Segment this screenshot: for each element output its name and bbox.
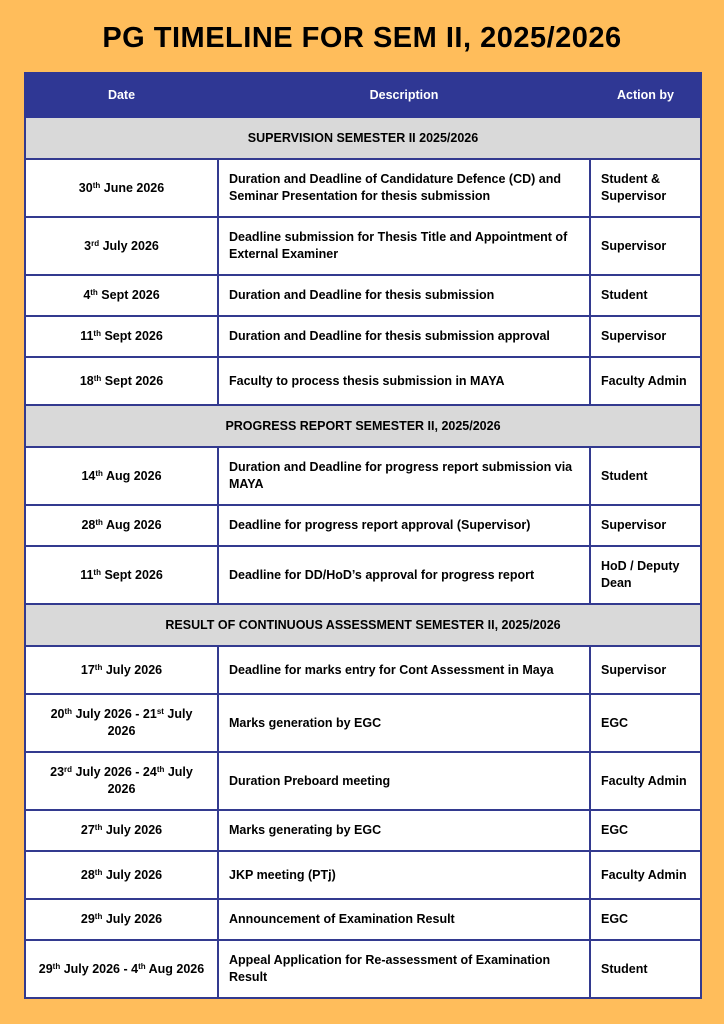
- description-cell: Duration and Deadline for thesis submission: [218, 275, 590, 316]
- action-cell: Supervisor: [590, 217, 701, 275]
- date-text: Sept 2026: [97, 288, 160, 302]
- date-text: 29: [38, 961, 53, 976]
- date-ordinal-suffix: th: [64, 707, 73, 716]
- section-row: [25, 604, 701, 646]
- date-ordinal-suffix: th: [93, 373, 102, 383]
- date-ordinal-suffix: th: [94, 823, 103, 832]
- table-row: [25, 899, 701, 940]
- date-text: July 2026: [99, 238, 159, 253]
- date-text: 27: [80, 823, 95, 837]
- description-cell: Deadline submission for Thesis Title and Appointment of External Examiner: [218, 217, 590, 275]
- page-title: PG TIMELINE FOR SEM II, 2025/2026: [102, 22, 622, 54]
- timeline-table: [24, 72, 702, 999]
- action-cell: Supervisor: [590, 646, 701, 694]
- date-text: 17: [80, 662, 95, 677]
- date-cell: [25, 447, 218, 505]
- table-row: [25, 217, 701, 275]
- action-cell: Student & Supervisor: [590, 159, 701, 217]
- action-cell: EGC: [590, 694, 701, 752]
- table-row: [25, 940, 701, 998]
- action-cell: Student: [590, 447, 701, 505]
- date-ordinal-suffix: rd: [64, 765, 73, 774]
- description-cell: Duration and Deadline for thesis submission approval: [218, 316, 590, 357]
- action-cell: Supervisor: [590, 316, 701, 357]
- table-row: [25, 646, 701, 694]
- description-cell: Faculty to process thesis submission in MAYA: [218, 357, 590, 405]
- section-row: [25, 117, 701, 159]
- table-row: [25, 694, 701, 752]
- table-row: [25, 357, 701, 405]
- description-cell: Duration Preboard meeting: [218, 752, 590, 810]
- date-text: 14: [81, 468, 96, 483]
- description-cell: JKP meeting (PTj): [218, 851, 590, 899]
- description-cell: Marks generation by EGC: [218, 694, 590, 752]
- date-ordinal-suffix: th: [94, 867, 103, 877]
- date-text: 18: [79, 373, 94, 388]
- date-text: Aug 2026: [102, 518, 162, 532]
- action-cell: Supervisor: [590, 505, 701, 546]
- date-text: 20: [50, 707, 65, 721]
- date-ordinal-suffix: th: [52, 961, 61, 971]
- description-cell: Deadline for progress report approval (Supervisor): [218, 505, 590, 546]
- table-row: [25, 159, 701, 217]
- date-text: July 2026: [102, 912, 163, 926]
- date-text: 23: [50, 765, 65, 779]
- action-cell: EGC: [590, 899, 701, 940]
- table-row: [25, 752, 701, 810]
- date-text: 3: [84, 238, 92, 253]
- date-text: Aug 2026: [145, 961, 205, 976]
- date-text: 28: [80, 867, 95, 882]
- date-cell: [25, 646, 218, 694]
- date-ordinal-suffix: th: [94, 912, 103, 921]
- date-ordinal-suffix: th: [92, 180, 101, 190]
- date-text: Sept 2026: [100, 567, 163, 582]
- date-text: 4: [83, 288, 91, 302]
- header-description: Description: [218, 73, 590, 117]
- date-cell: [25, 940, 218, 998]
- date-text: July 2026 - 21: [72, 707, 157, 721]
- date-ordinal-suffix: th: [138, 961, 146, 971]
- section-title: RESULT OF CONTINUOUS ASSESSMENT SEMESTER II, 2025/2026: [25, 604, 701, 646]
- table-body: [25, 117, 701, 998]
- date-cell: [25, 316, 218, 357]
- date-text: 28: [81, 518, 96, 532]
- table-row: [25, 316, 701, 357]
- date-cell: [25, 546, 218, 604]
- action-cell: Faculty Admin: [590, 752, 701, 810]
- date-ordinal-suffix: th: [94, 662, 103, 672]
- date-text: June 2026: [100, 180, 165, 195]
- description-cell: Deadline for marks entry for Cont Assessment in Maya: [218, 646, 590, 694]
- date-cell: [25, 899, 218, 940]
- date-text: July 2026: [107, 765, 193, 796]
- table-header-row: [25, 73, 701, 117]
- date-ordinal-suffix: th: [90, 288, 98, 297]
- date-ordinal-suffix: st: [156, 707, 164, 716]
- header-action: Action by: [590, 73, 701, 117]
- description-cell: Marks generating by EGC: [218, 810, 590, 851]
- date-text: July 2026 - 4: [60, 961, 139, 976]
- date-text: July 2026: [102, 823, 163, 837]
- date-ordinal-suffix: th: [93, 567, 101, 577]
- table-row: [25, 810, 701, 851]
- date-ordinal-suffix: th: [95, 468, 103, 478]
- date-text: Sept 2026: [100, 329, 163, 343]
- action-cell: Student: [590, 940, 701, 998]
- section-title: PROGRESS REPORT SEMESTER II, 2025/2026: [25, 405, 701, 447]
- description-cell: Duration and Deadline of Candidature Defence (CD) and Seminar Presentation for thesis submission: [218, 159, 590, 217]
- date-text: July 2026: [102, 867, 163, 882]
- date-cell: [25, 505, 218, 546]
- description-cell: Duration and Deadline for progress report submission via MAYA: [218, 447, 590, 505]
- table-row: [25, 546, 701, 604]
- section-title: SUPERVISION SEMESTER II 2025/2026: [25, 117, 701, 159]
- date-cell: [25, 357, 218, 405]
- date-text: July 2026: [102, 662, 163, 677]
- table-row: [25, 447, 701, 505]
- description-cell: Appeal Application for Re-assessment of Examination Result: [218, 940, 590, 998]
- action-cell: Student: [590, 275, 701, 316]
- action-cell: EGC: [590, 810, 701, 851]
- date-cell: [25, 810, 218, 851]
- date-cell: [25, 275, 218, 316]
- date-text: July 2026 - 24: [72, 765, 157, 779]
- date-text: 29: [80, 912, 95, 926]
- date-ordinal-suffix: th: [93, 329, 101, 338]
- action-cell: Faculty Admin: [590, 357, 701, 405]
- date-text: 11: [80, 329, 94, 343]
- description-cell: Announcement of Examination Result: [218, 899, 590, 940]
- section-row: [25, 405, 701, 447]
- action-cell: HoD / Deputy Dean: [590, 546, 701, 604]
- date-cell: [25, 217, 218, 275]
- date-ordinal-suffix: th: [156, 765, 165, 774]
- table-row: [25, 275, 701, 316]
- date-text: Sept 2026: [101, 373, 164, 388]
- date-ordinal-suffix: rd: [91, 238, 100, 248]
- date-ordinal-suffix: th: [95, 518, 103, 527]
- date-text: 30: [78, 180, 93, 195]
- date-text: July 2026: [107, 707, 193, 738]
- date-cell: [25, 694, 218, 752]
- date-cell: [25, 851, 218, 899]
- table-row: [25, 505, 701, 546]
- table-row: [25, 851, 701, 899]
- action-cell: Faculty Admin: [590, 851, 701, 899]
- date-text: 11: [80, 567, 94, 582]
- date-cell: [25, 159, 218, 217]
- description-cell: Deadline for DD/HoD’s approval for progress report: [218, 546, 590, 604]
- header-date: Date: [25, 73, 218, 117]
- date-cell: [25, 752, 218, 810]
- date-text: Aug 2026: [102, 468, 162, 483]
